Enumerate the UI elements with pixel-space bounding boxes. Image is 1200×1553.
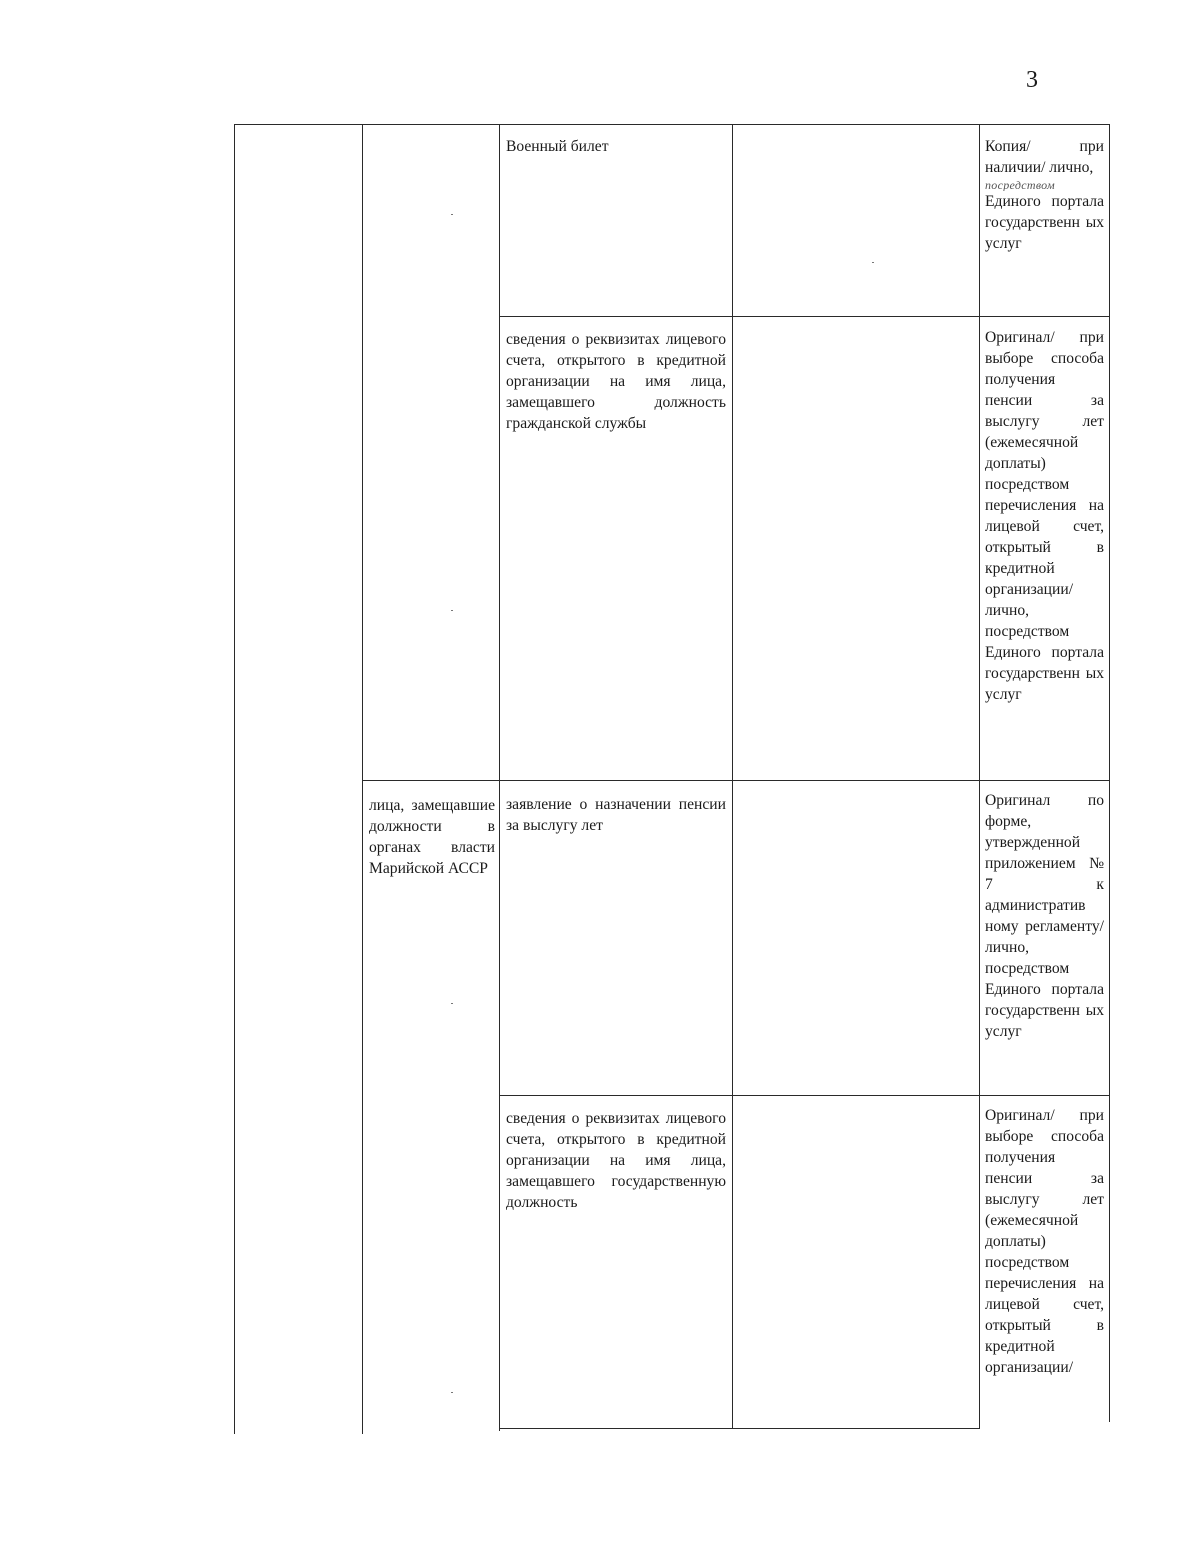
- row-2-document: сведения о реквизитах лицевого счета, открытого в кредитной организации на имя лица, замещавшего должность гражданской службы: [506, 331, 726, 432]
- row-separator-1: [499, 316, 1110, 317]
- row-4-note: Оригинал/ при выборе способа получения пенсии за выслугу лет (ежемесячной доплаты) посредством перечисления на лицевой счет, открытый в кредитной организации/: [985, 1107, 1104, 1376]
- row-3-document: заявление о назначении пенсии за выслугу лет: [506, 796, 726, 834]
- row-1-note-main: Копия/ при наличии/ лично,: [985, 138, 1104, 176]
- page-number: 3: [1026, 67, 1038, 93]
- row-3-note: Оригинал по форме, утвержденной приложением № 7 к административ ному регламенту/ лично, посредством Единого портала государственн ых услуг: [985, 792, 1104, 1040]
- row-1-document: Военный билет: [506, 138, 609, 155]
- table-col-line-2: [362, 124, 363, 1434]
- row-1-note: [985, 136, 1104, 254]
- row-1-note-faded: посредством: [985, 178, 1055, 191]
- row-separator-3: [499, 1095, 1110, 1096]
- row-4-document: сведения о реквизитах лицевого счета, открытого в кредитной организации на имя лица, замещавшего государственную должность: [506, 1110, 726, 1211]
- table-col-line-1: [234, 124, 235, 1434]
- row-1-note-rest: Единого портала государственн ых услуг: [985, 193, 1104, 252]
- table-col-line-3: [499, 124, 500, 1431]
- table-col-line-5: [979, 124, 980, 1428]
- row-2-note: Оригинал/ при выборе способа получения пенсии за выслугу лет (ежемесячной доплаты) посредством перечисления на лицевой счет, открытый в кредитной организации/ лично, посредством Единого портала государственн ых услуг: [985, 329, 1104, 703]
- table-col-line-4: [732, 124, 733, 1429]
- scan-speck: [451, 1003, 453, 1004]
- scan-speck: [872, 262, 874, 263]
- table-col-line-6: [1109, 124, 1110, 1422]
- scan-speck: [451, 610, 453, 611]
- row-separator-2: [362, 780, 1110, 781]
- scan-speck: [451, 1392, 453, 1393]
- row-3-category: лица, замещавшие должности в органах власти Марийской АССР: [369, 797, 495, 877]
- scan-speck: [451, 214, 453, 215]
- row-bottom-border: [499, 1428, 980, 1429]
